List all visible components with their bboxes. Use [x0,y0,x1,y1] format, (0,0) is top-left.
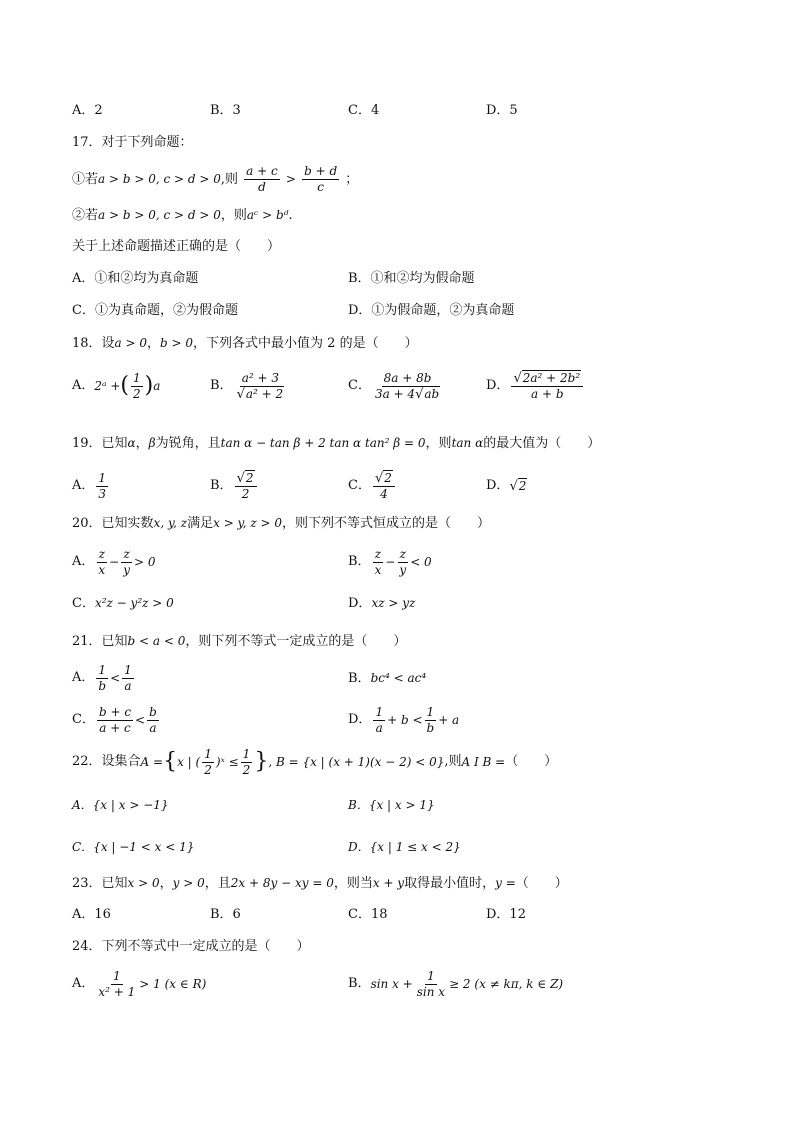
q21-option-d[interactable]: D． $\frac{1}{a}$ + b < $\frac{1}{b}$ + a [348,704,460,735]
q16-option-d[interactable]: D．5 [486,103,518,118]
q17-statement-2: ②若a > b > 0, c > d > 0，则aᶜ > bᵈ. [72,208,293,223]
q16-option-a[interactable]: A．2 [72,103,103,118]
q21-option-c[interactable]: C． $\frac{b + c}{a + c}$ < $\frac{b}{a}$ [72,704,157,735]
q19-option-d[interactable]: D． √2 [486,478,527,494]
q17-option-a[interactable]: A．①和②均为真命题 [72,271,199,286]
q23-option-d[interactable]: D．12 [486,907,526,922]
q22-option-c[interactable]: C．{x | −1 < x < 1} [72,840,195,854]
q18-option-b[interactable]: B． $\frac{\text{a² + 3}}{\text{√a² + 2}}$ [210,370,284,402]
q23-title: 23．已知x > 0，y > 0，且2x + 8y − xy = 0，则当x + y取得最小值时，y =（ ） [72,876,568,891]
q17-option-d[interactable]: D．①为假命题，②为真命题 [348,303,515,318]
q18-title: 18．设a > 0，b > 0，下列各式中最小值为 2 的是（ ） [72,336,418,351]
q18-option-c[interactable]: C． $\frac{8a + 8b}{3a + 4√ab}$ [348,370,440,402]
q16-option-c[interactable]: C．4 [348,103,380,118]
q24-option-b[interactable]: B． sin x + $\frac{1}{\text{sin x}}$ ≥ 2 (x ≠ kπ, k ∈ Z) [348,968,564,999]
q20-option-c[interactable]: C．x²z − y²z > 0 [72,596,174,611]
q19-option-c[interactable]: C． $\frac{√2}{4}$ [348,466,397,506]
q18-option-a[interactable]: A． 2ᵃ + ( $\frac{1}{2}$ ) a [72,370,161,401]
q20-option-b[interactable]: B． $\frac{z}{x}$ − $\frac{z}{y}$ < 0 [348,546,432,577]
q24-option-a[interactable]: A． $\frac{1}{\text{x² + 1}}$ > 1 (x ∈ R) [72,968,207,999]
q24-title: 24．下列不等式中一定成立的是（ ） [72,939,310,954]
q19-option-b[interactable]: B． $\frac{√2}{2}$ [210,466,259,506]
q23-option-a[interactable]: A．16 [72,907,111,922]
q23-option-c[interactable]: C．18 [348,907,388,922]
q21-option-b[interactable]: B．bc⁴ < ac⁴ [348,671,427,686]
q20-option-a[interactable]: A． $\frac{z}{x}$ − $\frac{z}{y}$ > 0 [72,546,156,577]
q22-option-b[interactable]: B．{x | x > 1} [348,798,435,812]
q21-title: 21．已知b < a < 0，则下列不等式一定成立的是（ ） [72,634,407,649]
q16-option-b[interactable]: B．3 [210,103,241,118]
q17-statement-1: ①若a > b > 0, c > d > 0,则 $\frac{a + c}{d}$ > $\frac{b + d}{c}$ ； [72,164,359,194]
q18-option-d[interactable]: D． $\frac{\text{√2a² + 2b²}}{a + b}$ [486,366,585,406]
q23-option-b[interactable]: B．6 [210,907,241,922]
q22-title: 22．设集合 A = { x | ( $\frac{1}{2}$ )ˣ ≤ $\frac{1}{2}$ } , B = {x | (x + 1)(x − 2) < 0} ,则 A Ι B = （ ） [72,746,558,777]
q17-option-b[interactable]: B．①和②均为假命题 [348,271,475,286]
q19-option-a[interactable]: A． $\frac{1}{3}$ [72,470,107,501]
q22-option-a[interactable]: A．{x | x > −1} [72,798,169,812]
q17-question: 关于上述命题描述正确的是（ ） [72,239,281,254]
q21-option-a[interactable]: A． $\frac{1}{b}$ < $\frac{1}{a}$ [72,662,132,693]
q20-option-d[interactable]: D．xz > yz [348,596,416,611]
q17-option-c[interactable]: C．①为真命题，②为假命题 [72,303,238,318]
q19-title: 19．已知α，β为锐角，且tan α − tan β + 2 tan α tan² β = 0，则tan α的最大值为（ ） [72,436,601,451]
q20-title: 20．已知实数x, y, z满足x > y, z > 0，则下列不等式恒成立的是（ ） [72,516,491,531]
q17-title: 17．对于下列命题： [72,135,193,150]
q22-option-d[interactable]: D．{x | 1 ≤ x < 2} [348,840,461,854]
